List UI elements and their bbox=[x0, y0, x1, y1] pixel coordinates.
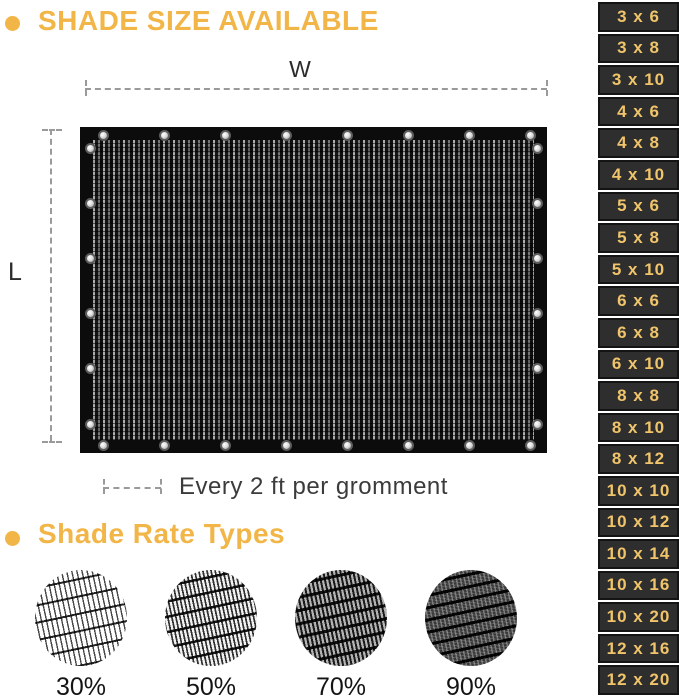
shade-size-section-title: SHADE SIZE AVAILABLE bbox=[38, 5, 379, 36]
grommet-icon bbox=[525, 130, 536, 141]
grommet-icon bbox=[85, 419, 96, 430]
grommet-spacing-tick bbox=[160, 479, 162, 494]
grommet-icon bbox=[525, 440, 536, 451]
grommet-icon bbox=[403, 440, 414, 451]
shade-rate-label: 30% bbox=[55, 673, 107, 698]
grommet-icon bbox=[85, 363, 96, 374]
grommet-icon bbox=[159, 440, 170, 451]
size-option: 3 x 6 bbox=[598, 2, 679, 32]
shade-rate-item bbox=[165, 570, 257, 698]
mesh-fabric-texture bbox=[93, 140, 534, 440]
shade-rate-item bbox=[295, 570, 387, 698]
width-dimension-tick bbox=[546, 80, 548, 96]
grommet-icon bbox=[464, 130, 475, 141]
size-option: 8 x 10 bbox=[598, 413, 679, 443]
grommet-icon bbox=[532, 363, 543, 374]
length-dimension-label: L bbox=[8, 258, 22, 286]
shade-net-diagram bbox=[80, 127, 547, 453]
grommet-icon bbox=[464, 440, 475, 451]
size-option: 4 x 8 bbox=[598, 128, 679, 158]
shade-fabric-swatch-icon bbox=[35, 570, 127, 666]
grommet-icon bbox=[220, 130, 231, 141]
size-option: 5 x 6 bbox=[598, 192, 679, 222]
shade-fabric-swatch-icon bbox=[165, 570, 257, 666]
size-option: 12 x 16 bbox=[598, 634, 679, 664]
length-dimension-tick bbox=[42, 129, 62, 131]
grommet-icon bbox=[532, 143, 543, 154]
grommet-icon bbox=[98, 440, 109, 451]
shade-rate-label: 50% bbox=[185, 673, 237, 698]
grommet-note: Every 2 ft per gromment bbox=[179, 473, 448, 500]
grommet-icon bbox=[85, 253, 96, 264]
size-option: 10 x 10 bbox=[598, 476, 679, 506]
size-option: 10 x 20 bbox=[598, 602, 679, 632]
size-option: 12 x 20 bbox=[598, 665, 679, 695]
shade-rate-label: 70% bbox=[315, 673, 367, 698]
grommet-spacing-bracket bbox=[103, 487, 161, 489]
grommet-icon bbox=[85, 308, 96, 319]
length-dimension-line bbox=[50, 129, 52, 441]
size-option: 6 x 10 bbox=[598, 350, 679, 380]
shade-rate-section-title: Shade Rate Types bbox=[38, 518, 286, 549]
size-option: 10 x 16 bbox=[598, 571, 679, 601]
grommet-icon bbox=[98, 130, 109, 141]
size-option: 10 x 12 bbox=[598, 508, 679, 538]
size-option: 3 x 10 bbox=[598, 65, 679, 95]
size-option: 8 x 12 bbox=[598, 444, 679, 474]
grommet-icon bbox=[532, 419, 543, 430]
shade-fabric-swatch-icon bbox=[295, 570, 387, 666]
size-option: 4 x 10 bbox=[598, 160, 679, 190]
size-option: 5 x 8 bbox=[598, 223, 679, 253]
size-list bbox=[598, 0, 679, 698]
grommet-icon bbox=[85, 143, 96, 154]
grommet-icon bbox=[532, 308, 543, 319]
grommet-icon bbox=[281, 440, 292, 451]
grommet-icon bbox=[342, 440, 353, 451]
size-option: 6 x 8 bbox=[598, 318, 679, 348]
width-dimension-tick bbox=[85, 80, 87, 96]
grommet-icon bbox=[403, 130, 414, 141]
size-option: 10 x 14 bbox=[598, 539, 679, 569]
grommet-icon bbox=[220, 440, 231, 451]
width-dimension-label: W bbox=[289, 56, 311, 82]
grommet-icon bbox=[281, 130, 292, 141]
grommet-icon bbox=[159, 130, 170, 141]
shade-rate-label: 90% bbox=[445, 673, 497, 698]
bullet-icon bbox=[5, 531, 20, 546]
shade-rate-item bbox=[425, 570, 517, 698]
width-dimension-line bbox=[85, 88, 547, 90]
bullet-icon bbox=[5, 16, 20, 31]
size-option: 6 x 6 bbox=[598, 286, 679, 316]
size-option: 3 x 8 bbox=[598, 34, 679, 64]
grommet-icon bbox=[342, 130, 353, 141]
grommet-icon bbox=[532, 198, 543, 209]
shade-rate-item bbox=[35, 570, 127, 698]
size-option: 8 x 8 bbox=[598, 381, 679, 411]
shade-fabric-swatch-icon bbox=[425, 570, 517, 666]
size-option: 5 x 10 bbox=[598, 255, 679, 285]
grommet-spacing-tick bbox=[103, 479, 105, 494]
grommet-icon bbox=[532, 253, 543, 264]
shade-rate-row bbox=[35, 570, 517, 698]
grommet-icon bbox=[85, 198, 96, 209]
length-dimension-tick bbox=[42, 441, 62, 443]
size-option: 4 x 6 bbox=[598, 97, 679, 127]
